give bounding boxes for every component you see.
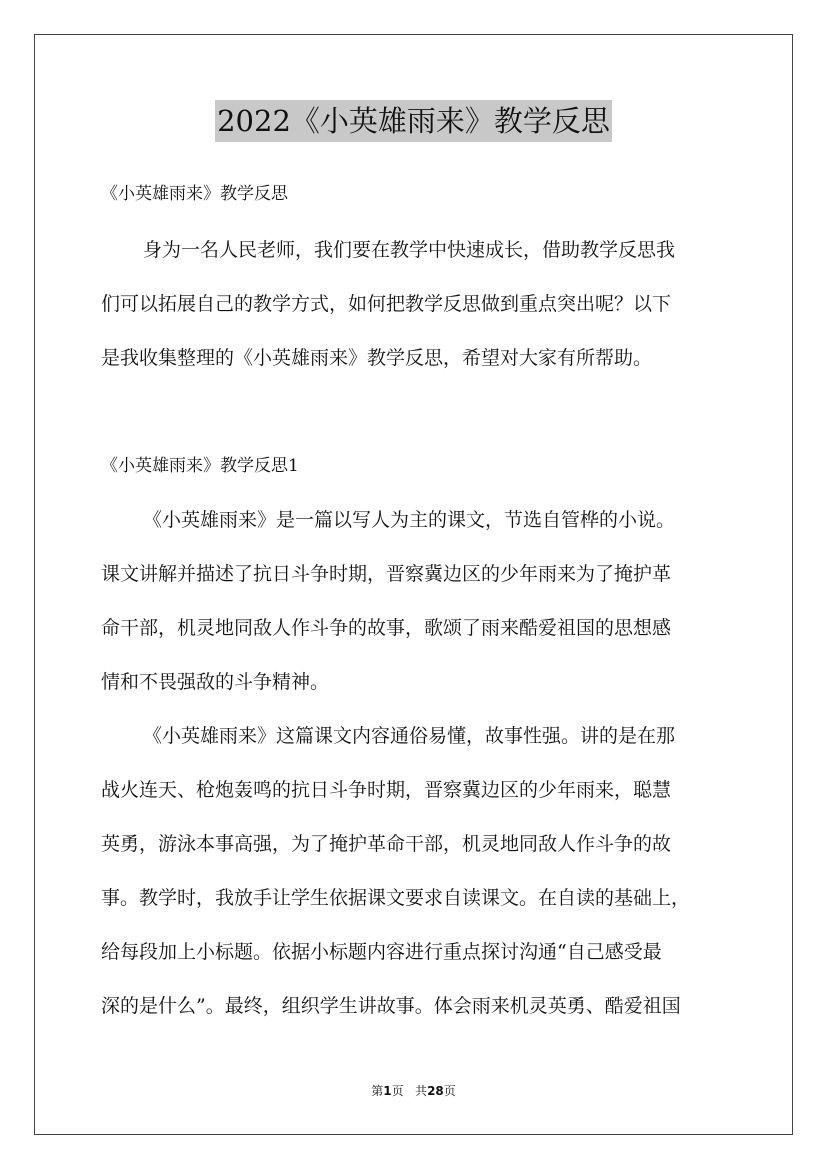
para2-line-2: 战火连天、枪炮轰鸣的抗日斗争时期，晋察冀边区的少年雨来，聪慧 — [101, 779, 672, 801]
document-title: 2022《小英雄雨来》教学反思 — [215, 100, 612, 142]
page-footer — [0, 1083, 827, 1099]
para1-line-1: 《小英雄雨来》是一篇以写人为主的课文，节选自管桦的小说。 — [143, 509, 676, 531]
para1-line-3: 命干部，机灵地同敌人作斗争的故事，歌颂了雨来酷爱祖国的思想感 — [101, 617, 672, 639]
para2-line-1: 《小英雄雨来》这篇课文内容通俗易懂，故事性强。讲的是在那 — [143, 725, 676, 747]
document-subtitle: 《小英雄雨来》教学反思 — [101, 184, 288, 204]
para2-line-5: 给每段加上小标题。依据小标题内容进行重点探讨沟通“自己感受最 — [101, 941, 662, 963]
para2-line-3: 英勇，游泳本事高强，为了掩护革命干部，机灵地同敌人作斗争的故 — [101, 833, 672, 855]
footer-total-suffix: 页 — [443, 1084, 456, 1098]
footer-page-prefix: 第 — [371, 1084, 384, 1098]
para2-line-6: 深的是什么”。最终，组织学生讲故事。体会雨来机灵英勇、酷爱祖国 — [101, 995, 681, 1017]
para2-line-4: 事。教学时，我放手让学生依据课文要求自读课文。在自读的基础上， — [101, 887, 691, 909]
intro-line-2: 们可以拓展自己的教学方式，如何把教学反思做到重点突出呢？以下 — [101, 293, 672, 315]
footer-page-number: 1 — [383, 1084, 392, 1098]
intro-line-3: 是我收集整理的《小英雄雨来》教学反思，希望对大家有所帮助。 — [101, 347, 653, 369]
section-heading: 《小英雄雨来》教学反思1 — [101, 456, 299, 476]
footer-total-pages: 28 — [427, 1084, 444, 1098]
para1-line-2: 课文讲解并描述了抗日斗争时期，晋察冀边区的少年雨来为了掩护革 — [101, 563, 672, 585]
para1-line-4: 情和不畏强敌的斗争精神。 — [101, 671, 330, 693]
footer-page-suffix: 页 — [391, 1084, 404, 1098]
intro-line-1: 身为一名人民老师，我们要在教学中快速成长，借助教学反思我 — [143, 239, 676, 261]
title-container — [0, 100, 827, 142]
footer-total-prefix: 共 — [415, 1084, 428, 1098]
